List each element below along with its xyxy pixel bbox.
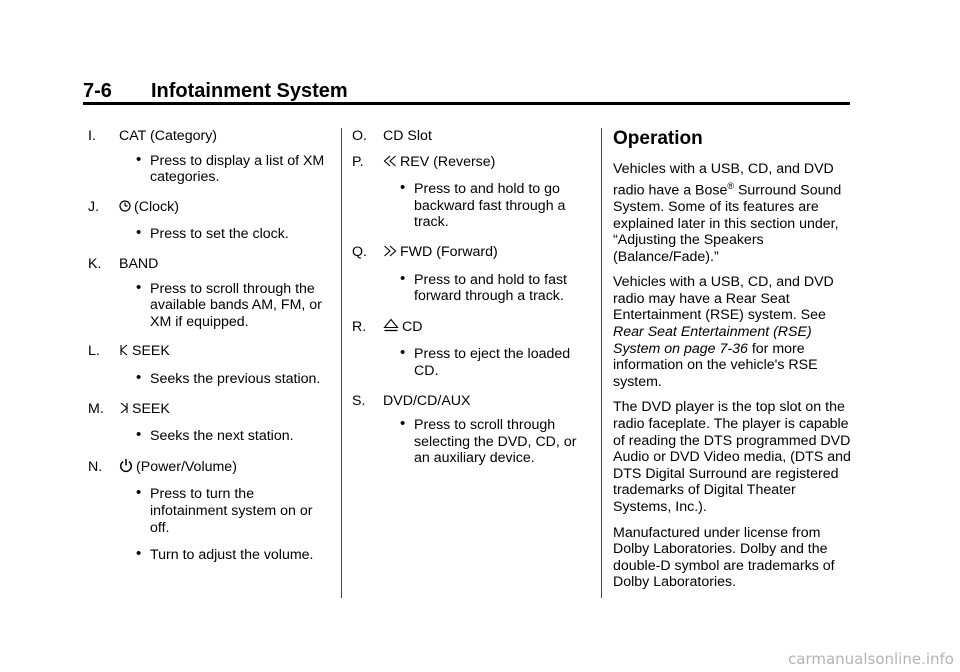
power-icon — [119, 458, 133, 478]
seek-back-icon — [119, 343, 129, 362]
item-title: BAND — [119, 255, 159, 272]
bullet-text: • Turn to adjust the volume. — [88, 547, 333, 564]
cross-reference: Rear Seat Entertainment (RSE) System on page 7-36 — [613, 324, 812, 357]
paragraph-text: Surround Sound System. Some of its features are explained later in this section under, “Adjusting the Speakers (Balance/Fade).” — [613, 182, 842, 265]
page-header — [83, 80, 850, 105]
middle-column — [352, 128, 592, 467]
item-n — [88, 458, 333, 478]
seek-forward-icon — [119, 401, 129, 420]
item-label: O. — [352, 128, 367, 144]
page-number: 7-6 — [83, 80, 112, 102]
item-r — [352, 318, 592, 338]
item-label: Q. — [352, 243, 367, 260]
item-o — [352, 128, 592, 145]
registered-mark: ® — [727, 180, 735, 191]
item-title: SEEK — [132, 400, 170, 417]
item-title: CD — [402, 318, 423, 335]
paragraph: Manufactured under license from Dolby Laboratories. Dolby and the double-D symbol are trademarks of Dolby Laboratories. — [613, 524, 835, 591]
paragraph — [613, 274, 853, 390]
item-q — [352, 244, 592, 263]
item-j — [88, 199, 333, 218]
item-label: K. — [88, 255, 102, 272]
item-label: R. — [352, 318, 367, 335]
bullet-text: • Seeks the previous station. — [88, 371, 333, 388]
left-column — [88, 128, 333, 564]
paragraph — [613, 161, 853, 265]
item-label: L. — [88, 343, 100, 360]
item-i — [88, 128, 333, 145]
rewind-icon — [383, 154, 397, 173]
item-s — [352, 393, 592, 410]
item-title: FWD (Forward) — [400, 243, 498, 260]
item-title: REV (Reverse) — [400, 153, 496, 170]
bullet-text: • Press to set the clock. — [88, 226, 333, 243]
bullet-text: • Press to eject the loaded CD. — [352, 346, 592, 379]
watermark: carmanualsonline.info — [788, 650, 954, 668]
column-divider — [341, 128, 342, 598]
item-title: DVD/CD/AUX — [383, 392, 471, 409]
paragraph-text: Vehicles with a USB, CD, and DVD radio have a Bose — [613, 161, 834, 199]
eject-icon — [383, 318, 399, 338]
paragraph: The DVD player is the top slot on the radio faceplate. The player is capable of reading the DTS programmed DVD Audio or DVD Video media, (DTS and DTS Digital Surround are registered trademarks of Digital Theater Systems, Inc.). — [613, 399, 851, 516]
clock-icon — [119, 199, 131, 218]
item-label: J. — [88, 198, 100, 215]
bullet-text: • Press to display a list of XM categories. — [88, 153, 333, 186]
section-heading: Operation — [613, 128, 703, 149]
section-title: Infotainment System — [151, 80, 348, 102]
item-label: I. — [88, 128, 96, 144]
item-k — [88, 256, 333, 273]
item-label: N. — [88, 458, 103, 475]
item-label: M. — [88, 400, 104, 417]
bullet-text: • Press to scroll through the available bands AM, FM, or XM if equipped. — [88, 281, 333, 331]
item-label: P. — [352, 153, 364, 170]
paragraph-text: Vehicles with a USB, CD, and DVD radio may have a Rear Seat Entertainment (RSE) system. See — [613, 274, 834, 324]
bullet-text: • Press to and hold to go backward fast through a track. — [352, 181, 592, 231]
item-m — [88, 401, 333, 420]
bullet-text: • Press to and hold to fast forward through a track. — [352, 272, 592, 305]
fast-forward-icon — [383, 244, 397, 263]
paragraph-text: for more information on the vehicle's RSE system. — [613, 340, 818, 390]
item-title: (Clock) — [134, 198, 179, 215]
item-l — [88, 343, 333, 362]
item-title: CAT (Category) — [119, 128, 218, 144]
right-column — [613, 128, 853, 591]
bullet-text: • Press to scroll through selecting the DVD, CD, or an auxiliary device. — [352, 417, 592, 467]
bullet-text: • Press to turn the infotainment system on or off. — [88, 486, 333, 536]
item-title: SEEK — [132, 343, 170, 360]
item-p — [352, 154, 592, 173]
bullet-text: • Seeks the next station. — [88, 428, 333, 445]
item-title: (Power/Volume) — [136, 458, 237, 475]
item-label: S. — [352, 392, 366, 409]
item-title: CD Slot — [383, 128, 432, 144]
column-divider — [601, 128, 602, 598]
